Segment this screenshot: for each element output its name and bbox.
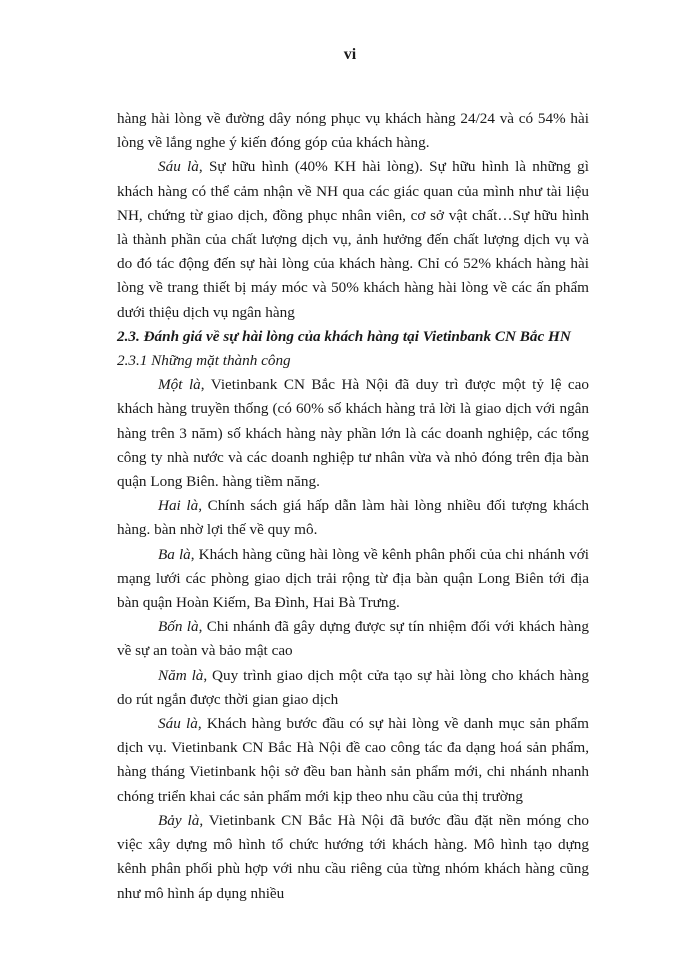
list-item: Một là, Vietinbank CN Bắc Hà Nội đã duy trì được một tỷ lệ cao khách hàng truyền thống (có 60% số khách hàng trả lời là giao dịch với ngân hàng trên 3 năm) số khách hàng này phần lớn là các doanh nghiệp, các tổng công ty nhà nước và các doanh nghiệp tư nhân vừa và nhỏ đóng trên địa bàn quận Long Biên. hàng tiềm năng.: [117, 376, 589, 491]
list-item: Sáu là, Khách hàng bước đầu có sự hài lòng về danh mục sản phẩm dịch vụ. Vietinbank CN Bắc Hà Nội đề cao công tác đa dạng hoá sản phẩm, hàng tháng Vietinbank hội sở đều ban hành sản phẩm mới, chi nhánh nhanh chóng triển khai các sản phẩm mới kịp theo nhu cầu của thị trường: [117, 715, 589, 805]
item-lead: Ba là: [158, 545, 191, 563]
list-item: Bốn là, Chi nhánh đã gây dựng được sự tín nhiệm đối với khách hàng về sự an toàn và bảo mật cao: [117, 618, 589, 660]
page-body: [117, 107, 589, 906]
item-lead: Bốn là: [158, 618, 199, 636]
paragraph-continuation: hàng hài lòng về đường dây nóng phục vụ khách hàng 24/24 và có 54% hài lòng về lắng nghe ý kiến đóng góp của khách hàng.: [117, 110, 589, 152]
subsection-heading: 2.3.1 Những mặt thành công: [117, 352, 291, 370]
list-item: Năm là, Quy trình giao dịch một cửa tạo sự hài lòng cho khách hàng do rút ngắn được thời gian giao dịch: [117, 666, 589, 708]
list-item: Ba là, Khách hàng cũng hài lòng về kênh phân phối của chi nhánh với mạng lưới các phòng giao dịch trải rộng từ địa bàn quận Long Biên tới địa bàn quận Hoàn Kiếm, Ba Đình, Hai Bà Trưng.: [117, 545, 589, 612]
paragraph-lead: Sáu là: [158, 158, 199, 176]
item-lead: Hai là: [158, 497, 199, 515]
item-lead: Một là: [158, 376, 201, 394]
page-number: vi: [343, 46, 357, 63]
list-item: Bảy là, Vietinbank CN Bắc Hà Nội đã bước đầu đặt nền móng cho việc xây dựng mô hình tổ chức hướng tới khách hàng. Mô hình tạo dựng kênh phân phối phù hợp với nhu cầu riêng của từng nhóm khách hàng cũng như mô hình áp dụng nhiều: [117, 811, 589, 902]
list-item: Hai là, Chính sách giá hấp dẫn làm hài lòng nhiều đối tượng khách hàng. bàn nhờ lợi thế về quy mô.: [117, 497, 589, 539]
paragraph-tangibles: Sáu là, Sự hữu hình (40% KH hài lòng). Sự hữu hình là những gì khách hàng có thể cảm nhận về NH qua các giác quan của mình như tài liệu NH, chứng từ giao dịch, đồng phục nhân viên, cơ sở vật chất…Sự hữu hình là thành phần của chất lượng dịch vụ, ảnh hưởng đến chất lượng dịch vụ và do đó tác động đến sự hài lòng của khách hàng. Chỉ có 52% khách hàng hài lòng về trang thiết bị máy móc và 50% khách hàng hài lòng về các ấn phẩm dưới thiệu dịch vụ ngân hàng: [117, 158, 589, 321]
item-lead: Sáu là: [158, 715, 198, 733]
item-lead: Năm là: [158, 666, 204, 684]
section-heading: 2.3. Đánh giá về sự hài lòng của khách hàng tại Vietinbank CN Bắc HN: [117, 327, 571, 345]
item-lead: Bảy là: [158, 811, 200, 829]
